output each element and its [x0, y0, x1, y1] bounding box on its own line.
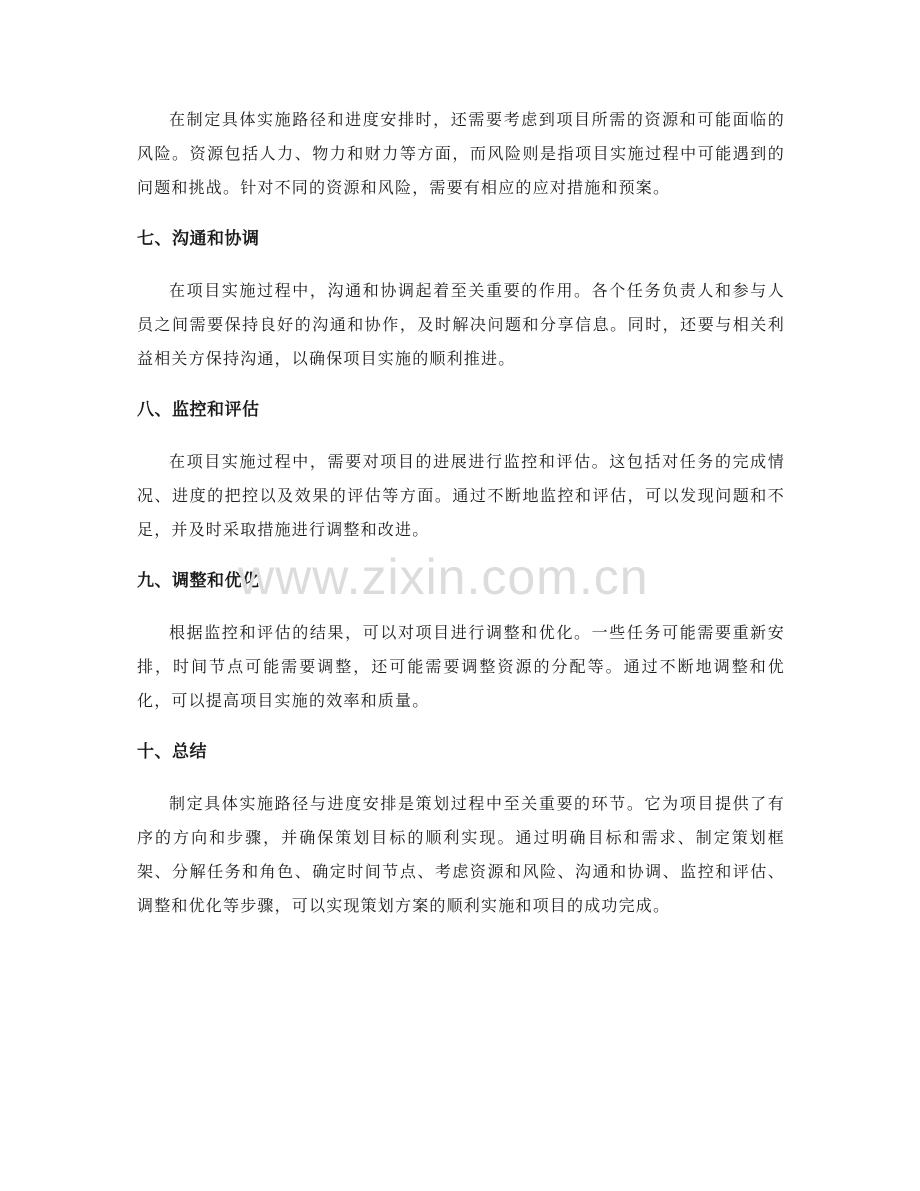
section-communication: [137, 222, 785, 376]
section-heading: 九、调整和优化: [137, 571, 260, 591]
section-heading: 十、总结: [137, 742, 207, 762]
intro-paragraph: 在制定具体实施路径和进度安排时，还需要考虑到项目所需的资源和可能面临的风险。资源包括人力、物力和财力等方面，而风险则是指项目实施过程中可能遇到的问题和挑战。针对不同的资源和风险，需要有相应的应对措施和预案。: [137, 110, 785, 197]
section-summary: [137, 735, 785, 923]
section-heading: 八、监控和评估: [137, 400, 260, 420]
section-heading: 七、沟通和协调: [137, 229, 260, 249]
watermark: www.zixin.com.cn: [238, 549, 649, 605]
section-paragraph: 在项目实施过程中，沟通和协调起着至关重要的作用。各个任务负责人和参与人员之间需要保持良好的沟通和协作，及时解决问题和分享信息。同时，还要与相关利益相关方保持沟通，以确保项目实施的顺利推进。: [137, 281, 785, 368]
section-paragraph: 在项目实施过程中，需要对项目的进展进行监控和评估。这包括对任务的完成情况、进度的把控以及效果的评估等方面。通过不断地监控和评估，可以发现问题和不足，并及时采取措施进行调整和改进。: [137, 452, 785, 539]
section-adjustment: [137, 564, 785, 718]
document-content: [137, 103, 785, 940]
section-monitoring: [137, 393, 785, 547]
section-paragraph: 制定具体实施路径与进度安排是策划过程中至关重要的环节。它为项目提供了有序的方向和步骤，并确保策划目标的顺利实现。通过明确目标和需求、制定策划框架、分解任务和角色、确定时间节点、考虑资源和风险、沟通和协调、监控和评估、调整和优化等步骤，可以实现策划方案的顺利实施和项目的成功完成。: [137, 794, 785, 915]
section-paragraph: 根据监控和评估的结果，可以对项目进行调整和优化。一些任务可能需要重新安排，时间节点可能需要调整，还可能需要调整资源的分配等。通过不断地调整和优化，可以提高项目实施的效率和质量。: [137, 623, 785, 710]
